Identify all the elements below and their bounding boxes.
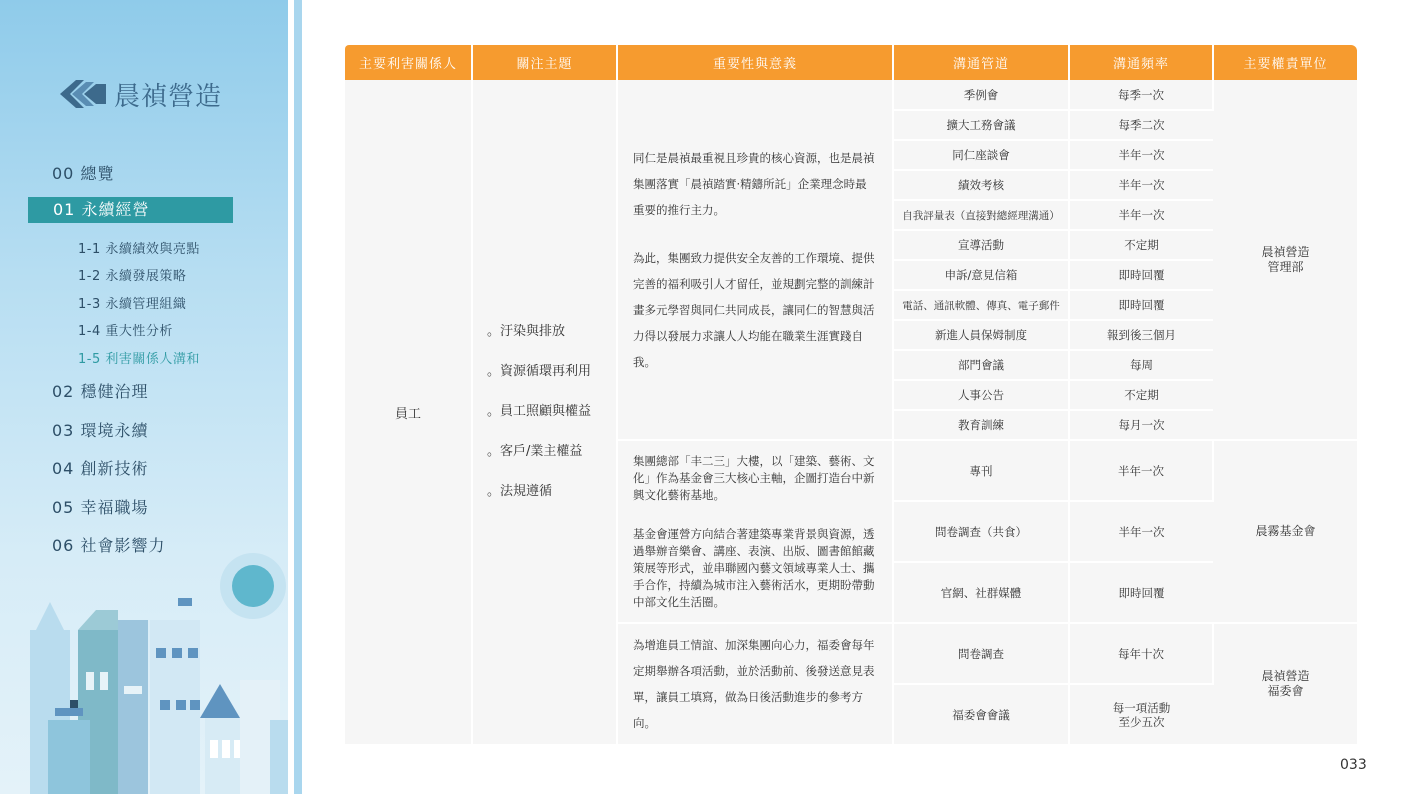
frequency-cell: 不定期 [1069, 380, 1213, 410]
frequency-cell: 每季二次 [1069, 110, 1213, 140]
city-illustration [0, 590, 288, 794]
frequency-cell: 即時回覆 [1069, 260, 1213, 290]
sub-item-strategy[interactable]: 1-2 永續發展策略 [78, 269, 187, 284]
nav-item-environment[interactable]: 03 環境永續 [52, 421, 149, 440]
header-frequency: 溝通頻率 [1069, 45, 1213, 80]
table-header-row [345, 45, 1357, 80]
significance-cell [617, 80, 893, 440]
unit-cell: 晨禎營造 福委會 [1213, 623, 1357, 745]
frequency-cell: 報到後三個月 [1069, 320, 1213, 350]
channel-cell: 人事公告 [893, 380, 1069, 410]
frequency-cell: 半年一次 [1069, 200, 1213, 230]
page-number: 033 [1340, 757, 1367, 773]
channel-cell: 電話、通訊軟體、傳真、電子郵件 [893, 290, 1069, 320]
sub-item-stakeholders-current[interactable]: 1-5 利害關係人溝和 [78, 352, 200, 367]
frequency-cell: 不定期 [1069, 230, 1213, 260]
channel-cell: 同仁座談會 [893, 140, 1069, 170]
channel-cell: 自我評量表（直接對總經理溝通） [893, 200, 1069, 230]
topics-cell [472, 80, 617, 745]
nav-item-social-impact[interactable]: 06 社會影響力 [52, 536, 166, 555]
frequency-cell: 即時回覆 [1069, 290, 1213, 320]
frequency-cell: 半年一次 [1069, 140, 1213, 170]
channel-cell: 問卷調查（共食） [893, 501, 1069, 562]
channel-cell: 新進人員保姆制度 [893, 320, 1069, 350]
header-unit: 主要權責單位 [1213, 45, 1357, 80]
channel-cell: 專刊 [893, 440, 1069, 501]
significance-paragraph: 為增進員工情誼、加深集團向心力，福委會每年定期舉辦各項活動，並於活動前、後發送意見表單，讓員工填寫，做為日後活動進步的參考方向。 [633, 638, 875, 730]
nav-item-overview[interactable]: 00 總覽 [52, 164, 115, 183]
frequency-cell: 每月一次 [1069, 410, 1213, 440]
channel-cell: 部門會議 [893, 350, 1069, 380]
channel-cell: 教育訓練 [893, 410, 1069, 440]
logo-text: 晨禎營造 [114, 81, 223, 112]
header-topic: 關注主題 [472, 45, 617, 80]
topic-item: 。法規遵循 [487, 484, 553, 499]
channel-cell: 績效考核 [893, 170, 1069, 200]
sidebar-accent-bar [294, 0, 302, 794]
significance-paragraph: 基金會運營方向結合著建築專業背景與資源，透過舉辦音樂會、講座、表演、出版、圖書館館藏策展等形式，並串聯國內藝文領域專業人士、攜手合作，持續為城市注入藝術活水，更期盼帶動中部文化生活圈。 [633, 526, 875, 609]
channel-cell: 福委會會議 [893, 684, 1069, 745]
topic-item: 。客戶/業主權益 [487, 444, 583, 459]
frequency-cell: 半年一次 [1069, 170, 1213, 200]
significance-cell [617, 623, 893, 745]
frequency-cell: 半年一次 [1069, 501, 1213, 562]
frequency-cell: 每周 [1069, 350, 1213, 380]
significance-paragraph: 為此，集團致力提供安全友善的工作環境、提供完善的福利吸引人才留任，並規劃完整的訓練計畫多元學習與同仁共同成長，讓同仁的智慧與活力得以發展力求讓人人均能在職業生涯實踐自我。 [633, 250, 875, 369]
topic-item: 。資源循環再利用 [487, 364, 592, 379]
logo-mark-icon [58, 77, 108, 111]
header-significance: 重要性與意義 [617, 45, 893, 80]
table-row [345, 80, 1357, 110]
channel-cell: 季例會 [893, 80, 1069, 110]
company-logo[interactable] [58, 74, 222, 114]
channel-cell: 擴大工務會議 [893, 110, 1069, 140]
channel-cell: 申訴/意見信箱 [893, 260, 1069, 290]
channel-cell: 問卷調查 [893, 623, 1069, 684]
frequency-cell: 即時回覆 [1069, 562, 1213, 623]
significance-paragraph: 同仁是晨禎最重視且珍貴的核心資源，也是晨禎集團落實「晨禎踏實‧精鑄所託」企業理念時最重要的推行主力。 [633, 150, 875, 217]
frequency-cell: 每一項活動 至少五次 [1069, 684, 1213, 745]
nav-item-sustainability-active[interactable]: 01 永續經營 [28, 197, 233, 223]
frequency-cell: 半年一次 [1069, 440, 1213, 501]
channel-cell: 宣導活動 [893, 230, 1069, 260]
nav-item-innovation[interactable]: 04 創新技術 [52, 459, 149, 478]
sub-item-organization[interactable]: 1-3 永續管理組織 [78, 297, 187, 312]
unit-cell: 晨禎營造 管理部 [1213, 80, 1357, 440]
channel-cell: 官網、社群媒體 [893, 562, 1069, 623]
significance-paragraph: 集團總部「丰二三」大樓，以「建築、藝術、文化」作為基金會三大核心主軸，企圖打造台中新興文化藝術基地。 [633, 453, 875, 502]
frequency-cell: 每季一次 [1069, 80, 1213, 110]
topic-item: 。汙染與排放 [487, 324, 566, 339]
nav-item-workplace[interactable]: 05 幸福職場 [52, 498, 149, 517]
nav-item-governance[interactable]: 02 穩健治理 [52, 382, 149, 401]
unit-cell: 晨霧基金會 [1213, 440, 1357, 623]
stakeholder-cell: 員工 [345, 80, 472, 745]
header-stakeholder: 主要利害關係人 [345, 45, 472, 80]
sidebar [0, 0, 288, 794]
stakeholder-table [345, 45, 1357, 748]
sub-item-materiality[interactable]: 1-4 重大性分析 [78, 324, 173, 339]
frequency-cell: 每年十次 [1069, 623, 1213, 684]
topic-item: 。員工照顧與權益 [487, 404, 592, 419]
header-channel: 溝通管道 [893, 45, 1069, 80]
significance-cell [617, 440, 893, 623]
sub-item-performance[interactable]: 1-1 永續績效與亮點 [78, 242, 200, 257]
